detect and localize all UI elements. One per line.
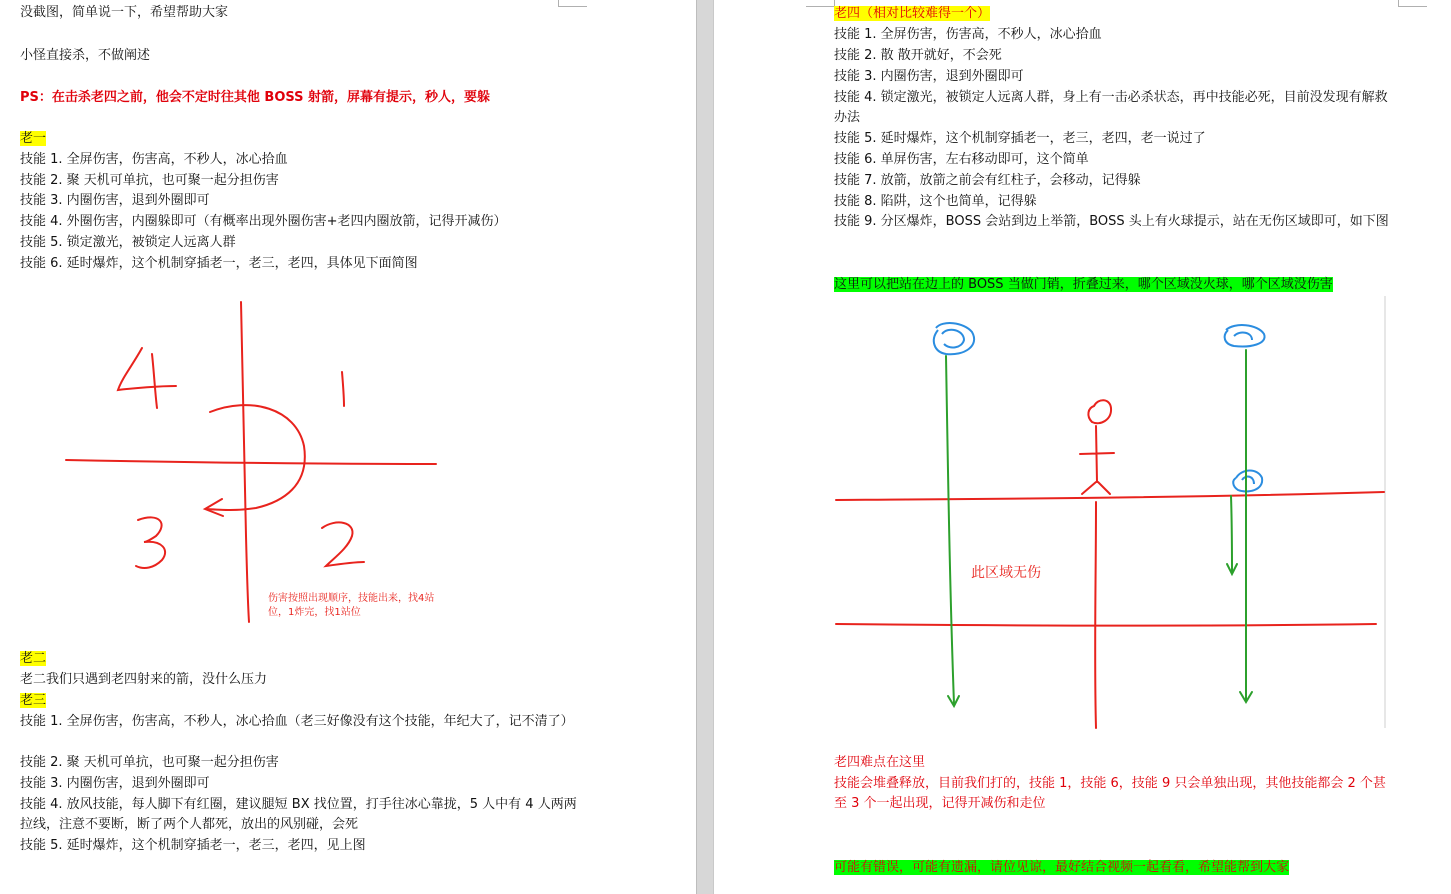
boss4-heading: 老四（相对比较难得一个） bbox=[834, 6, 991, 21]
page-corner-mark bbox=[558, 0, 587, 7]
boss3-heading: 老三 bbox=[20, 693, 47, 708]
green-arrow-mid bbox=[1231, 496, 1232, 572]
boss1-skill-4: 技能 4. 外圈伤害，内圈躲即可（有概率出现外圈伤害+老四内圈放箭，记得开减伤） bbox=[20, 214, 507, 229]
document-page-right bbox=[714, 0, 1451, 894]
boss2-heading: 老二 bbox=[20, 651, 47, 666]
sketch-digit-3 bbox=[136, 517, 165, 568]
boss3-skill-3: 技能 3. 内圈伤害，退到外圈即可 bbox=[20, 776, 210, 791]
sketch-horizontal-axis bbox=[66, 460, 436, 464]
boss1-skill-3: 技能 3. 内圈伤害，退到外圈即可 bbox=[20, 193, 210, 208]
boss3-skill-1: 技能 1. 全屏伤害，伤害高，不秒人，冰心拾血（老三好像没有这个技能，年纪大了，记不清了） bbox=[20, 714, 574, 729]
fireball-small bbox=[1233, 471, 1262, 492]
boss4-skill-2: 技能 2. 散 散开就好，不会死 bbox=[834, 48, 1002, 63]
boss4-skill-8: 技能 8. 陷阱，这个也简单，记得躲 bbox=[834, 194, 1037, 209]
boss4-skill-6: 技能 6. 单屏伤害，左右移动即可，这个简单 bbox=[834, 152, 1089, 167]
zone-sketch-diagram bbox=[834, 296, 1389, 731]
minions-text: 小怪直接杀，不做阐述 bbox=[20, 48, 151, 63]
boss-figure-body bbox=[1080, 426, 1114, 494]
sketch-digit-1 bbox=[342, 372, 344, 406]
sketch-note-line2: 位，1炸完，找1站位 bbox=[268, 607, 361, 618]
page-gutter bbox=[696, 0, 714, 894]
sketch-digit-2 bbox=[322, 522, 364, 566]
fireball-right bbox=[1225, 325, 1265, 346]
fireball-left bbox=[934, 323, 974, 354]
boss1-skill-2: 技能 2. 聚 天机可单抗，也可聚一起分担伤害 bbox=[20, 173, 279, 188]
difficulty-text: 技能会堆叠释放，目前我们打的，技能 1，技能 6，技能 9 只会单独出现，其他技能都会 2 个甚至 3 个一起出现，记得开减伤和走位 bbox=[834, 776, 1386, 811]
safe-zone-label: 此区域无伤 bbox=[971, 565, 1041, 581]
page-corner-mark bbox=[1398, 0, 1427, 7]
fold-tip: 这里可以把站在边上的 BOSS 当做门销，折叠过来，哪个区域没火球，哪个区域没伤害 bbox=[834, 277, 1333, 292]
red-line-lower bbox=[836, 624, 1376, 626]
document-page-left bbox=[0, 0, 696, 894]
green-arrow-left bbox=[946, 356, 954, 704]
sketch-note-line1: 伤害按照出现顺序，技能出来，找4站 bbox=[268, 593, 435, 604]
boss1-skill-6: 技能 6. 延时爆炸，这个机制穿插老一，老三，老四，具体见下面简图 bbox=[20, 256, 418, 271]
boss4-skill-1: 技能 1. 全屏伤害，伤害高，不秒人，冰心拾血 bbox=[834, 27, 1102, 42]
difficulty-title: 老四难点在这里 bbox=[834, 755, 926, 770]
ps-warning: PS：在击杀老四之前，他会不定时往其他 BOSS 射箭，屏幕有提示，秒人，要躲 bbox=[20, 90, 491, 105]
boss1-skill-5: 技能 5. 锁定激光，被锁定人远离人群 bbox=[20, 235, 236, 250]
boss-center-line bbox=[1095, 502, 1096, 728]
intro-text: 没截图，简单说一下，希望帮助大家 bbox=[20, 5, 229, 20]
boss-figure-head bbox=[1088, 400, 1111, 423]
sketch-arrowhead bbox=[205, 499, 223, 516]
sketch-digit-4 bbox=[118, 348, 176, 408]
boss3-skill-2: 技能 2. 聚 天机可单抗，也可聚一起分担伤害 bbox=[20, 755, 279, 770]
boss4-skill-4: 技能 4. 锁定激光，被锁定人远离人群，身上有一击必杀状态，再中技能必死，目前没发现有解救办法 bbox=[834, 90, 1388, 125]
boss2-text: 老二我们只遇到老四射来的箭，没什么压力 bbox=[20, 672, 268, 687]
boss1-skill-1: 技能 1. 全屏伤害，伤害高，不秒人，冰心拾血 bbox=[20, 152, 288, 167]
boss4-skill-9: 技能 9. 分区爆炸，BOSS 会站到边上举箭，BOSS 头上有火球提示，站在无伤区域即可，如下图 bbox=[834, 214, 1389, 229]
boss3-skill-5: 技能 5. 延时爆炸，这个机制穿插老一，老三，老四，见上图 bbox=[20, 838, 366, 853]
boss4-skill-3: 技能 3. 内圈伤害，退到外圈即可 bbox=[834, 69, 1024, 84]
sketch-arc-arrow bbox=[206, 405, 305, 510]
page-corner-mark bbox=[806, 0, 835, 7]
boss1-heading: 老一 bbox=[20, 131, 47, 146]
boss4-skill-7: 技能 7. 放箭，放箭之前会有红柱子，会移动，记得躲 bbox=[834, 173, 1141, 188]
boss4-skill-5: 技能 5. 延时爆炸，这个机制穿插老一，老三，老四，老一说过了 bbox=[834, 131, 1206, 146]
closing-note: 可能有错误，可能有遗漏，请位见谅，最好结合视频一起看看，希望能帮到大家 bbox=[834, 860, 1290, 875]
boss3-skill-4: 技能 4. 放风技能，每人脚下有红圈，建议腿短 BX 找位置，打手往冰心靠拢，5 人中有 4 人两两拉线，注意不要断，断了两个人都死，放出的风别碰，会死 bbox=[20, 797, 577, 832]
position-sketch-diagram bbox=[60, 296, 460, 626]
